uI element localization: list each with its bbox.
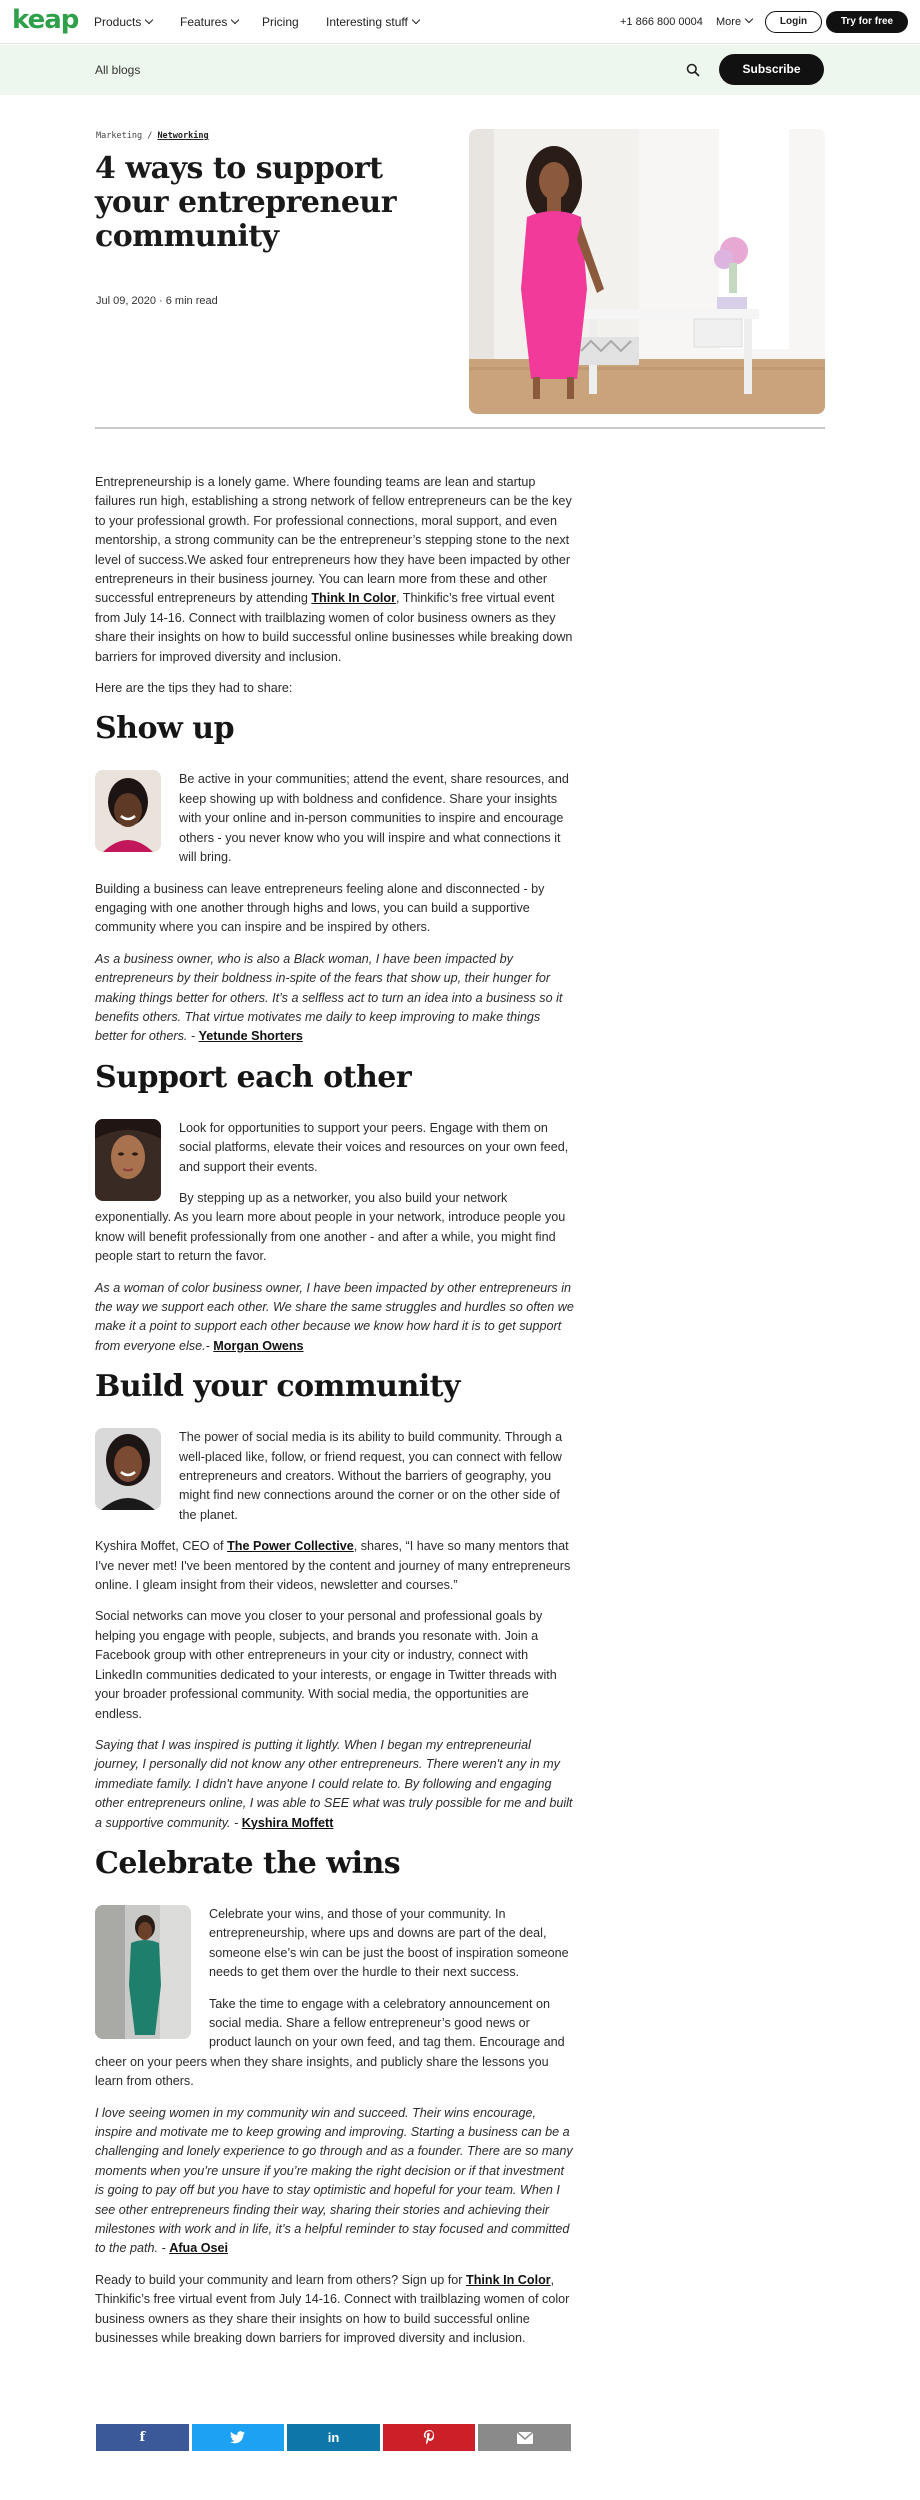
avatar-morgan-owens — [95, 1119, 161, 1201]
email-icon — [517, 2432, 533, 2444]
celebrate-p2: Take the time to engage with a celebratory announcement on social media. Share a fellow entrepreneur’s good news or product launch on your own feed, and tag them. Encourage and cheer on your peers when they share insights, and publicly share the lessons you learn from others. — [95, 1996, 565, 2089]
share-linkedin-button[interactable] — [287, 2424, 380, 2451]
subscribe-button[interactable]: Subscribe — [719, 54, 824, 85]
avatar-afua-osei — [95, 1905, 191, 2039]
share-bar — [96, 2424, 571, 2451]
article-body — [95, 473, 575, 2360]
try-for-free-button[interactable]: Try for free — [826, 11, 908, 33]
breadcrumb: Marketing / Networking — [96, 131, 209, 141]
kyshira-moffett-link[interactable]: Kyshira Moffett — [241, 1815, 334, 1830]
section-heading-celebrate-wins: Celebrate the wins — [95, 1845, 401, 1881]
share-facebook-button[interactable] — [96, 2424, 189, 2451]
chevron-down-icon — [145, 16, 153, 24]
think-in-color-link[interactable]: Think In Color — [311, 591, 396, 606]
linkedin-icon: in — [327, 2430, 340, 2445]
section-heading-build-community: Build your community — [95, 1369, 460, 1405]
avatar-kyshira-moffett — [95, 1428, 161, 1510]
yetunde-shorters-link[interactable]: Yetunde Shorters — [198, 1029, 303, 1044]
blog-subnav — [0, 45, 920, 95]
header-divider — [95, 427, 825, 429]
breadcrumb-marketing[interactable]: Marketing — [96, 131, 143, 141]
section-heading-show-up: Show up — [95, 711, 235, 747]
hero-image — [469, 129, 825, 414]
avatar-yetunde-shorters — [95, 770, 161, 852]
community-p3: Social networks can move you closer to your personal and professional goals by helping you engage with people, subjects, and brands you resonate with. Join a Facebook group with other entrepreneurs in your city or industry, connect with LinkedIn communities dedicated to your interests, or engage in Twitter threads with your broader professional community. With social media, the opportunities are endless. — [95, 1609, 557, 1721]
support-p1: Look for opportunities to support your peers. Engage with them on social platforms, elevate their voices and resources on your own feed, and support their events. — [179, 1120, 569, 1174]
section-heading-support-each-other: Support each other — [95, 1059, 412, 1095]
nav-products[interactable]: Products — [94, 15, 152, 29]
facebook-icon: f — [139, 2430, 146, 2445]
share-twitter-button[interactable] — [192, 2424, 285, 2451]
power-collective-link[interactable]: The Power Collective — [227, 1539, 354, 1554]
nav-interesting-stuff[interactable]: Interesting stuff — [326, 15, 419, 29]
support-p2: By stepping up as a networker, you also build your network exponentially. As you learn more about people in your network, introduce people you know will benefit professionally from one another - and after a while, you might find people start to return the favor. — [95, 1190, 566, 1264]
afua-osei-link[interactable]: Afua Osei — [169, 2241, 229, 2256]
celebrate-p1: Celebrate your wins, and those of your community. In entrepreneurship, where ups and downs are part of the deal, someone else’s win can be just the boost of inspiration someone needs to get them over the hurdle to their next success. — [209, 1906, 569, 1980]
community-p2: Kyshira Moffet, CEO of The Power Collective, shares, “I have so many mentors that I've never met! I've been mentored by the content and journey of many entrepreneurs online. I gleam insight from their videos, newsletter and courses.” — [95, 1539, 571, 1593]
keap-logo[interactable]: keap — [12, 5, 79, 35]
top-navigation — [0, 0, 920, 44]
celebrate-quote: I love seeing women in my community win and succeed. Their wins encourage, inspire and motivate me to keep growing and improving. Starting a business can be a challenging and lonely experience to go through and as a founder. There are so many moments when you’re unsure if you’re making the right decision or if that investment is going to pay off but you have to stay optimistic and hopeful for your team. When I see other entrepreneurs finding their way, sharing their stories and achieving their milestones with work and in life, it’s a helpful reminder to stay focused and committed to the path. - Afua Osei — [95, 2105, 573, 2256]
community-p1: The power of social media is its ability to build community. Through a well-placed like, follow, or friend request, you can connect with fellow entrepreneurs and creators. Without the barriers of geography, you might find new connections around the corner or on the other side of the planet. — [179, 1430, 563, 1522]
show-up-quote: As a business owner, who is also a Black woman, I have been impacted by entrepreneurs by their boldness in-spite of the fears that show up, their hunger for making things better for others. It’s a selfless act to turn an idea into a business so it benefits others. That virtue motivates me daily to keep improving to make things better for others. - Yetunde Shorters — [95, 951, 563, 1044]
nav-pricing[interactable]: Pricing — [262, 15, 299, 29]
share-email-button[interactable] — [478, 2424, 571, 2451]
all-blogs-link[interactable]: All blogs — [95, 63, 141, 77]
show-up-p2: Building a business can leave entrepreneurs feeling alone and disconnected - by engaging with one another through highs and lows, you can build a supportive community where you can inspire and be inspired by others. — [95, 881, 545, 935]
page-title: 4 ways to support your entrepreneur community — [95, 151, 397, 254]
morgan-owens-link[interactable]: Morgan Owens — [213, 1338, 304, 1353]
outro-paragraph: Ready to build your community and learn from others? Sign up for Think In Color, Thinkific’s free virtual event from July 14-16. Connect with trailblazing women of color business owners as they share their insights on how to build successful online businesses while breaking down barriers for improved diversity and inclusion. — [95, 2272, 570, 2346]
think-in-color-link-2[interactable]: Think In Color — [466, 2272, 551, 2287]
breadcrumb-networking[interactable]: Networking — [157, 131, 209, 141]
login-button[interactable]: Login — [765, 11, 822, 33]
twitter-icon — [230, 2431, 245, 2444]
phone-number[interactable]: +1 866 800 0004 — [620, 16, 703, 28]
support-quote: As a woman of color business owner, I have been impacted by other entrepreneurs in the way we support each other. We share the same struggles and hurdles so often we make it a point to support each other because we know how hard it is to get support from everyone else.- Morgan Owens — [95, 1280, 574, 1353]
share-pinterest-button[interactable] — [383, 2424, 476, 2451]
chevron-down-icon — [412, 16, 420, 24]
nav-features[interactable]: Features — [180, 15, 238, 29]
chevron-down-icon — [745, 15, 753, 23]
nav-more[interactable]: More — [716, 15, 752, 29]
chevron-down-icon — [231, 16, 239, 24]
show-up-p1: Be active in your communities; attend the event, share resources, and keep showing up with boldness and confidence. Share your insights with your online and in-person communities to inspire and encourage others - you never know who you will inspire and what connections it will bring. — [179, 772, 569, 865]
intro-tips: Here are the tips they had to share: — [95, 681, 293, 696]
community-quote: Saying that I was inspired is putting it lightly. When I began my entrepreneurial journey, I personally did not know any other entrepreneurs. There weren't any in my immediate family. I didn't have anyone I could relate to. By following and engaging other entrepreneurs online, I was able to SEE what was truly possible for me and built a supportive community. - Kyshira Moffett — [95, 1737, 573, 1830]
pinterest-icon — [423, 2430, 436, 2445]
intro-paragraph: Entrepreneurship is a lonely game. Where founding teams are lean and startup failures run high, establishing a strong network of fellow entrepreneurs can be the key to your professional growth. For professional connections, moral support, and even mentorship, a strong community can be the entrepreneur’s stepping stone to the next level of success.We asked four entrepreneurs how they have been impacted by other entrepreneurs in their business journey. You can learn more from these and other successful entrepreneurs by attending Think In Color, Thinkific’s free virtual event from July 14-16. Connect with trailblazing women of color business owners as they share their insights on how to build successful online businesses while breaking down barriers for improved diversity and inclusion. — [95, 475, 573, 664]
article-meta: Jul 09, 2020 · 6 min read — [96, 295, 218, 307]
search-icon[interactable] — [686, 63, 700, 77]
